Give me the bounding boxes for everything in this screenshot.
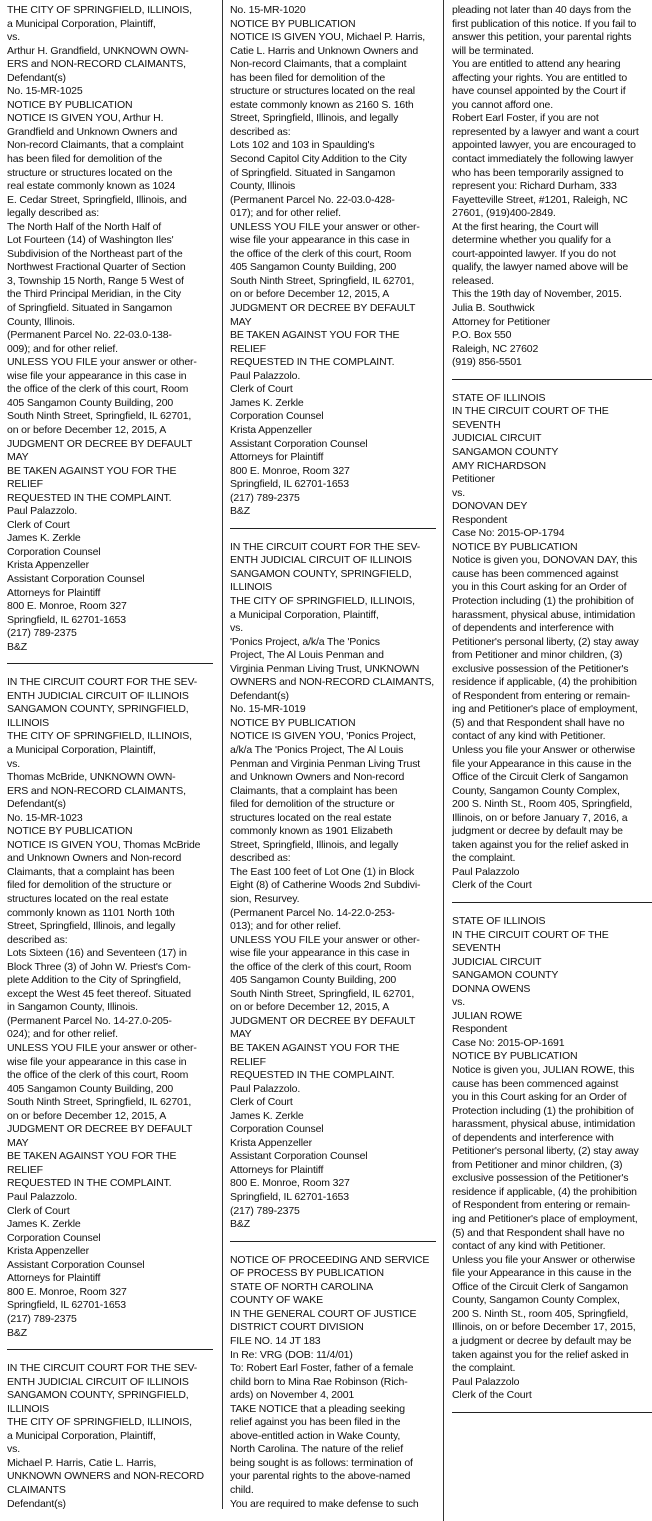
column-2 — [230, 4, 436, 1511]
notice-north-carolina-continued: pleading not later than 40 days from the first publication of this notice. If you fail to answer this petition, your parental rights will be terminated. You are entitled to attend any hearing affecting your rights. You are entitled to have counsel appointed by the Court if you cannot afford one. Robert Earl Foster, if you are not represented by a lawyer and want a court appointed lawyer, you are encouraged to contact immediately the following lawyer who has been temporarily assigned to represent you: Richard Durham, 333 Fayetteville Street, #1201, Raleigh, NC 27601, (919)400-2849. At the first hearing, the Court will determine whether you qualify for a court-appointed lawyer. If you do not qualify, the lawyer named above will be released. This the 19th day of November, 2015. Julia B. Southwick Attorney for Petitioner P.O. Box 550 Raleigh, NC 27602 (919) 856-5501 — [452, 4, 639, 369]
notice-demolition-1101-n-10th: IN THE CIRCUIT COURT FOR THE SEV- ENTH JUDICIAL CIRCUIT OF ILLINOIS SANGAMON COUNTY, SPRINGFIELD, ILLINOIS THE CITY OF SPRINGFIELD, ILLINOIS, a Municipal Corporation, Plaintiff, vs. Thomas McBride, UNKNOWN OWN- ERS and NON-RECORD CLAIMANTS, Defendant(s) No. 15-MR-1023 NOTICE BY PUBLICATION NOTICE IS GIVEN YOU, Thomas McBride and Unknown Owners and Non-record Claimants, that a complaint has been filed for demolition of the structure or structures located on the real estate commonly known as 1101 North 10th Street, Springfield, Illinois, and legally described as: Lots Sixteen (16) and Seventeen (17) in Block Three (3) of John W. Priest's Com- plete Addition to the City of Springfield, except the West 45 feet thereof. Situated in Sangamon County, Illinois. (Permanent Parcel No. 14-27.0-205- 024); and for other relief. UNLESS YOU FILE your answer or other- wise file your appearance in this case in the office of the clerk of this court, Room 405 Sangamon County Building, 200 South Ninth Street, Springfield, IL 62701, on or before December 12, 2015, A JUDGMENT OR DECREE BY DEFAULT MAY BE TAKEN AGAINST YOU FOR THE RELIEF REQUESTED IN THE COMPLAINT. Paul Palazzolo. Clerk of Court James K. Zerkle Corporation Counsel Krista Appenzeller Assistant Corporation Counsel Attorneys for Plaintiff 800 E. Monroe, Room 327 Springfield, IL 62701-1653 (217) 789-2375 B&Z — [7, 676, 201, 1339]
notice-demolition-2160-s-16th: No. 15-MR-1020 NOTICE BY PUBLICATION NOTICE IS GIVEN YOU, Michael P. Harris, Catie L. Harris and Unknown Owners and Non-record Claimants, that a complaint has been filed for demolition of the structure or structures located on the real estate commonly known as 2160 S. 16th Street, Springfield, Illinois, and legally described as: Lots 102 and 103 in Spaulding's Second Capitol City Addition to the City of Springfield. Situated in Sangamon County, Illinois (Permanent Parcel No. 22-03.0-428- 017); and for other relief. UNLESS YOU FILE your answer or other- wise file your appearance in this case in the office of the clerk of this court, Room 405 Sangamon County Building, 200 South Ninth Street, Springfield, IL 62701, on or before December 12, 2015, A JUDGMENT OR DECREE BY DEFAULT MAY BE TAKEN AGAINST YOU FOR THE RELIEF REQUESTED IN THE COMPLAINT. Paul Palazzolo. Clerk of Court James K. Zerkle Corporation Counsel Krista Appenzeller Assistant Corporation Counsel Attorneys for Plaintiff 800 E. Monroe, Room 327 Springfield, IL 62701-1653 (217) 789-2375 B&Z — [230, 4, 426, 518]
notice-separator — [452, 1412, 652, 1413]
column-3 — [452, 4, 652, 1425]
notice-separator — [230, 528, 436, 529]
notice-order-of-protection-richardson: STATE OF ILLINOIS IN THE CIRCUIT COURT OF THE SEVENTH JUDICIAL CIRCUIT SANGAMON COUNTY AMY RICHARDSON Petitioner vs. DONOVAN DEY Respondent Case No: 2015-OP-1794 NOTICE BY PUBLICATION Notice is given you, DONOVAN DAY, this cause has been commenced against you in this Court asking for an Order of Protection including (1) the prohibition of harassment, physical abuse, intimidation of dependents and interference with Petitioner's personal liberty, (2) stay away from Petitioner and minor children, (3) exclusive possession of the Petitioner's residence if applicable, (4) the prohibition of Respondent from entering or remain- ing and Petitioner's place of employment, (5) and that Respondent shall have no contact of any kind with Petitioner. Unless you file your Answer or otherwise file your Appearance in this cause in the Office of the Circuit Clerk of Sangamon County, Sangamon County Complex, 200 S. Ninth St., Room 405, Springfield, Illinois, on or before January 7, 2016, a judgment or decree by default may be taken against you for the relief asked in the complaint. Paul Palazzolo Clerk of the Court — [452, 391, 639, 892]
notice-separator — [7, 663, 213, 664]
notice-demolition-1901-elizabeth: IN THE CIRCUIT COURT FOR THE SEV- ENTH JUDICIAL CIRCUIT OF ILLINOIS SANGAMON COUNTY, SPRINGFIELD, ILLINOIS THE CITY OF SPRINGFIELD, ILLINOIS, a Municipal Corporation, Plaintiff, vs. 'Ponics Project, a/k/a The 'Ponics Project, The Al Louis Penman and Virginia Penman Living Trust, UNKNOWN OWNERS and NON-RECORD CLAIMANTS, Defendant(s) No. 15-MR-1019 NOTICE BY PUBLICATION NOTICE IS GIVEN YOU, 'Ponics Project, a/k/a The 'Ponics Project, The Al Louis Penman and Virginia Penman Living Trust and Unknown Owners and Non-record Claimants, that a complaint has been filed for demolition of the structure or structures located on the real estate commonly known as 1901 Elizabeth Street, Springfield, Illinois, and legally described as: The East 100 feet of Lot One (1) in Block Eight (8) of Catherine Woods 2nd Subdivi- sion, Resurvey. (Permanent Parcel No. 14-22.0-253- 013); and for other relief. UNLESS YOU FILE your answer or other- wise file your appearance in this case in the office of the clerk of this court, Room 405 Sangamon County Building, 200 South Ninth Street, Springfield, IL 62701, on or before December 12, 2015, A JUDGMENT OR DECREE BY DEFAULT MAY BE TAKEN AGAINST YOU FOR THE RELIEF REQUESTED IN THE COMPLAINT. Paul Palazzolo. Clerk of Court James K. Zerkle Corporation Counsel Krista Appenzeller Assistant Corporation Counsel Attorneys for Plaintiff 800 E. Monroe, Room 327 Springfield, IL 62701-1653 (217) 789-2375 B&Z — [230, 540, 435, 1231]
column-divider — [443, 0, 444, 1521]
notice-order-of-protection-owens: STATE OF ILLINOIS IN THE CIRCUIT COURT OF THE SEVENTH JUDICIAL CIRCUIT SANGAMON COUNTY DONNA OWENS vs. JULIAN ROWE Respondent Case No: 2015-OP-1691 NOTICE BY PUBLICATION Notice is given you, JULIAN ROWE, this cause has been commenced against you in this Court asking for an Order of Protection including (1) the prohibition of harassment, physical abuse, intimidation of dependents and interference with Petitioner's personal liberty, (2) stay away from Petitioner and minor children, (3) exclusive possession of the Petitioner's residence if applicable, (4) the prohibition of Respondent from entering or remain- ing and Petitioner's place of employment, (5) and that Respondent shall have no contact of any kind with Petitioner. Unless you file your Answer or otherwise file your Appearance in this cause in the Office of the Circuit Clerk of Sangamon County, Sangamon County Complex, 200 S. Ninth St., room 405, Springfield, Illinois, on or before December 17, 2015, a judgment or decree by default may be taken against you for the relief asked in the complaint. Paul Palazzolo Clerk of the Court — [452, 915, 639, 1402]
notice-demolition-1024-e-cedar: THE CITY OF SPRINGFIELD, ILLINOIS, a Municipal Corporation, Plaintiff, vs. Arthur H. Grandfield, UNKNOWN OWN- ERS and NON-RECORD CLAIMANTS, Defendant(s) No. 15-MR-1025 NOTICE BY PUBLICATION NOTICE IS GIVEN YOU, Arthur H. Grandfield and Unknown Owners and Non-record Claimants, that a complaint has been filed for demolition of the structure or structures located on the real estate commonly known as 1024 E. Cedar Street, Springfield, Illinois, and legally described as: The North Half of the North Half of Lot Fourteen (14) of Washington Iles' Subdivision of the Northeast part of the Northwest Fractional Quarter of Section 3, Township 15 North, Range 5 West of the Third Principal Meridian, in the City of Springfield. Situated in Sangamon County, Illinois. (Permanent Parcel No. 22-03.0-138- 009); and for other relief. UNLESS YOU FILE your answer or other- wise file your appearance in this case in the office of the clerk of this court, Room 405 Sangamon County Building, 200 South Ninth Street, Springfield, IL 62701, on or before December 12, 2015, A JUDGMENT OR DECREE BY DEFAULT MAY BE TAKEN AGAINST YOU FOR THE RELIEF REQUESTED IN THE COMPLAINT. Paul Palazzolo. Clerk of Court James K. Zerkle Corporation Counsel Krista Appenzeller Assistant Corporation Counsel Attorneys for Plaintiff 800 E. Monroe, Room 327 Springfield, IL 62701-1653 (217) 789-2375 B&Z — [7, 4, 197, 653]
notice-separator — [230, 1241, 436, 1242]
notice-north-carolina-proceeding: NOTICE OF PROCEEDING AND SERVICE OF PROCESS BY PUBLICATION STATE OF NORTH CAROLINA COUNTY OF WAKE IN THE GENERAL COURT OF JUSTICE DISTRICT COURT DIVISION FILE NO. 14 JT 183 In Re: VRG (DOB: 11/4/01) To: Robert Earl Foster, father of a female child born to Mina Rae Robinson (Rich- ards) on November 4, 2001 TAKE NOTICE that a pleading seeking relief against you has been filed in the above-entitled action in Wake County, North Carolina. The nature of the relief being sought is as follows: termination of your parental rights to the above-named child. You are required to make defense to such — [230, 1253, 430, 1510]
column-1 — [7, 4, 213, 1511]
notice-separator — [452, 902, 652, 903]
notice-separator — [452, 379, 652, 380]
notice-demolition-harris-header: IN THE CIRCUIT COURT FOR THE SEV- ENTH JUDICIAL CIRCUIT OF ILLINOIS SANGAMON COUNTY, SPRINGFIELD, ILLINOIS THE CITY OF SPRINGFIELD, ILLINOIS, a Municipal Corporation, Plaintiff, vs. Michael P. Harris, Catie L. Harris, UNKNOWN OWNERS and NON-RECORD CLAIMANTS Defendant(s) — [7, 1362, 204, 1510]
column-divider — [222, 0, 223, 1509]
notice-separator — [7, 1349, 213, 1350]
